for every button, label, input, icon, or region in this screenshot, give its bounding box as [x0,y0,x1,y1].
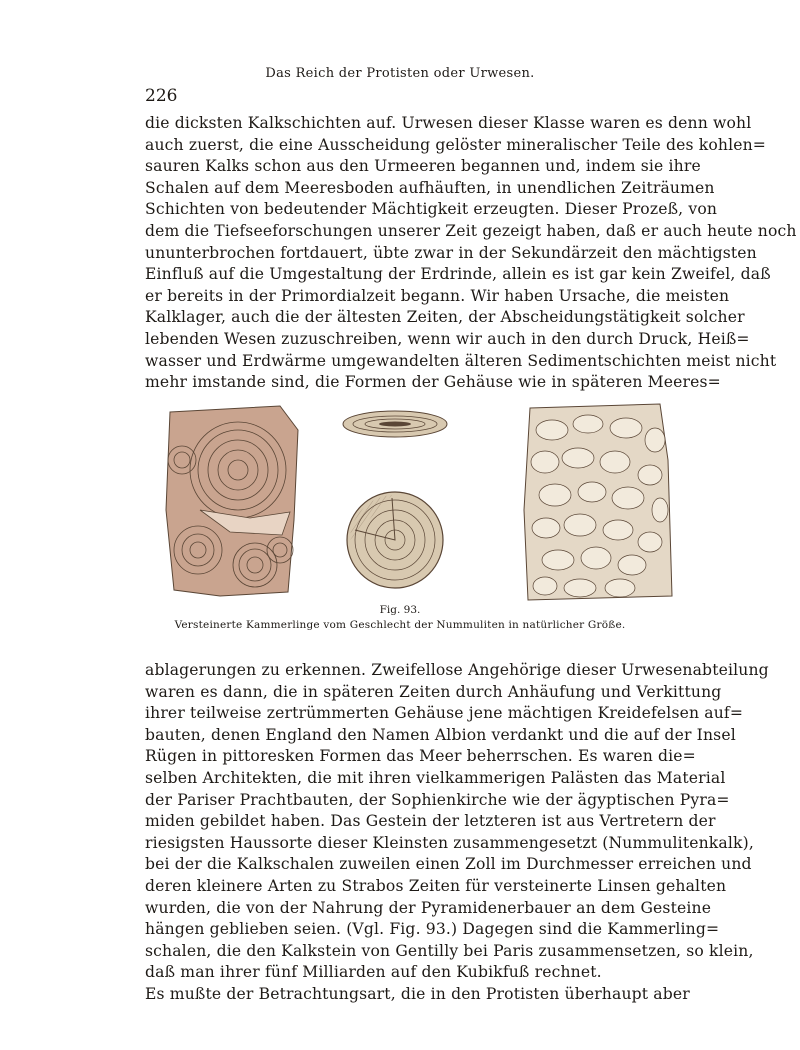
text-line: sauren Kalks schon aus den Urmeeren begannen und, indem sie ihre [145,157,701,176]
body-text-top [145,113,797,394]
text-line: Schichten von bedeutender Mächtigkeit erzeugten. Dieser Prozeß, von [145,200,718,219]
text-line: hängen geblieben seien. (Vgl. Fig. 93.) Dagegen sind die Kammerling= [145,920,720,939]
nummulite-cross-section [343,411,447,437]
page-number: 226 [145,86,178,106]
text-line: Es mußte der Betrachtungsart, die in den Protisten überhaupt aber [145,984,690,1003]
body-text-bottom [145,660,769,1006]
rock-slab-lenses [524,404,672,600]
text-line: Einfluß auf die Umgestaltung der Erdrinde, allein es ist gar kein Zweifel, daß [145,265,771,284]
text-line: ablagerungen zu erkennen. Zweifellose Angehörige dieser Urwesenabteilung [145,661,769,679]
figure-number: Fig. 93. [379,604,421,616]
text-line: wasser und Erdwärme umgewandelten älteren Sedimentschichten meist nicht [145,351,777,370]
text-line: Kalklager, auch die der ältesten Zeiten, der Abscheidungstätigkeit solcher [145,308,745,327]
nummulite-illustration [160,400,680,605]
text-line: ununterbrochen fortdauert, übte zwar in der Sekundärzeit den mächtigsten [145,243,757,262]
text-line: auch zuerst, die eine Ausscheidung gelöster mineralischer Teile des kohlen= [145,135,766,154]
rock-slab-spirals [166,406,298,596]
figure-caption: Versteinerte Kammerlinge vom Geschlecht der Nummuliten in natürlicher Größe. [174,619,626,631]
text-line: miden gebildet haben. Das Gestein der letzteren ist aus Vertretern der [145,812,716,831]
text-line: lebenden Wesen zuzuschreiben, wenn wir auch in den durch Druck, Heiß= [145,329,750,348]
text-line: wurden, die von der Nahrung der Pyramidenerbauer an dem Gesteine [145,898,712,917]
text-line: waren es dann, die in späteren Zeiten durch Anhäufung und Verkittung [145,682,722,701]
text-line: mehr imstande sind, die Formen der Gehäuse wie in späteren Meeres= [145,373,721,392]
text-line: bei der die Kalkschalen zuweilen einen Zoll im Durchmesser erreichen und [145,855,752,874]
text-line: schalen, die den Kalkstein von Gentilly bei Paris zusammensetzen, so klein, [145,941,754,960]
text-line: deren kleinere Arten zu Strabos Zeiten für versteinerte Linsen gehalten [145,876,727,895]
text-line: er bereits in der Primordialzeit begann. Wir haben Ursache, die meisten [145,286,730,305]
text-line: Rügen in pittoresken Formen das Meer beherrschen. Es waren die= [145,747,696,766]
text-line: bauten, denen England den Namen Albion verdankt und die auf der Insel [145,725,736,744]
text-line: selben Architekten, die mit ihren vielkammerigen Palästen das Material [145,768,726,787]
text-line: der Pariser Prachtbauten, der Sophienkirche wie der ägyptischen Pyra= [145,790,730,809]
text-line: die dicksten Kalkschichten auf. Urwesen dieser Klasse waren es denn wohl [145,114,752,132]
text-line: ihrer teilweise zertrümmerten Gehäuse jene mächtigen Kreidefelsen auf= [145,704,744,723]
text-line: daß man ihrer fünf Milliarden auf den Kubikfuß rechnet. [145,963,602,982]
text-line: riesigsten Haussorte dieser Kleinsten zusammengesetzt (Nummulitenkalk), [145,833,754,852]
nummulite-disc [347,492,443,588]
text-line: dem die Tiefseeforschungen unserer Zeit gezeigt haben, daß er auch heute noch [145,221,797,240]
running-head: Das Reich der Protisten oder Urwesen. [265,66,535,81]
text-line: Schalen auf dem Meeresboden aufhäuften, in unendlichen Zeiträumen [145,178,715,197]
